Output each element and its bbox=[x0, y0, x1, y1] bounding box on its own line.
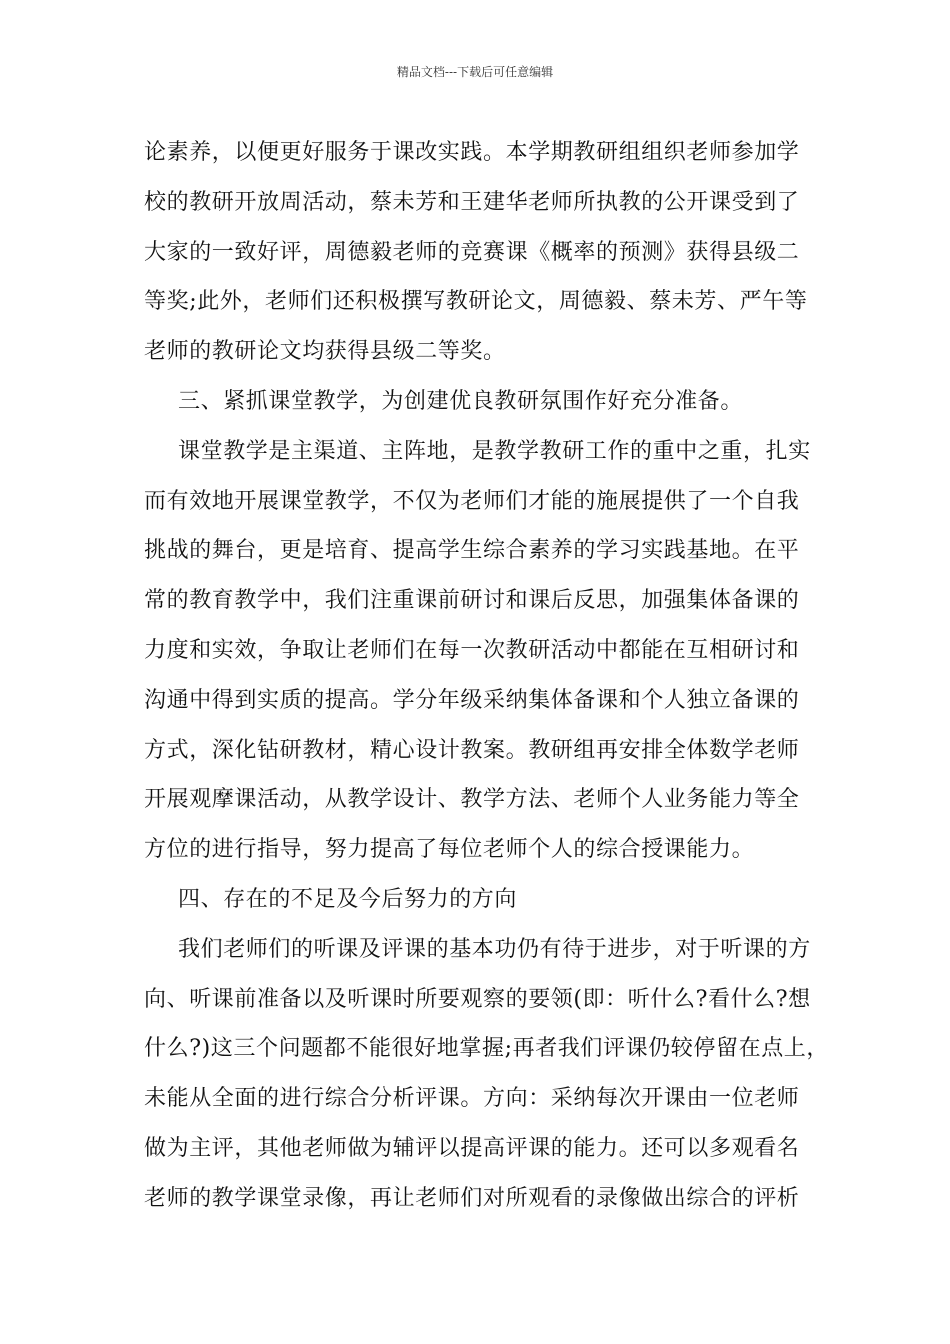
text-line: 等奖;此外，老师们还积极撰写教研论文，周德毅、蔡未芳、严午等 bbox=[144, 289, 808, 315]
text-line: 力度和实效，争取让老师们在每一次教研活动中都能在互相研讨和 bbox=[144, 637, 800, 663]
text-line: 未能从全面的进行综合分析评课。方向：采纳每次开课由一位老师 bbox=[144, 1086, 800, 1112]
text-line: 而有效地开展课堂教学，不仅为老师们才能的施展提供了一个自我 bbox=[144, 488, 800, 514]
text-line: 课堂教学是主渠道、主阵地，是教学教研工作的重中之重，扎实 bbox=[178, 438, 811, 464]
text-line: 开展观摩课活动，从教学设计、教学方法、老师个人业务能力等全 bbox=[144, 787, 800, 813]
text-line: 老师的教研论文均获得县级二等奖。 bbox=[144, 339, 506, 365]
text-line: 什么?)这三个问题都不能很好地掌握;再者我们评课仍较停留在点上， bbox=[144, 1036, 829, 1062]
text-line: 挑战的舞台，更是培育、提高学生综合素养的学习实践基地。在平 bbox=[144, 538, 800, 564]
text-line: 论素养，以便更好服务于课改实践。本学期教研组组织老师参加学 bbox=[144, 140, 800, 165]
text-line: 常的教育教学中，我们注重课前研讨和课后反思，加强集体备课的 bbox=[144, 588, 800, 614]
text-line: 我们老师们的听课及评课的基本功仍有待于进步，对于听课的方 bbox=[178, 936, 811, 962]
section-heading: 四、存在的不足及今后努力的方向 bbox=[178, 886, 518, 912]
text-line: 大家的一致好评，周德毅老师的竞赛课《概率的预测》获得县级二 bbox=[144, 239, 800, 265]
section-heading: 三、紧抓课堂教学，为创建优良教研氛围作好充分准备。 bbox=[178, 388, 744, 414]
text-line: 方位的进行指导，努力提高了每位老师个人的综合授课能力。 bbox=[144, 837, 755, 863]
text-line: 方式，深化钻研教材，精心设计教案。教研组再安排全体数学老师 bbox=[144, 737, 800, 763]
document-body bbox=[144, 128, 829, 1224]
text-line: 向、听课前准备以及听课时所要观察的要领(即：听什么?看什么?想 bbox=[144, 986, 811, 1012]
page-header: 精品文档---下载后可任意编辑 bbox=[396, 65, 554, 79]
text-line: 做为主评，其他老师做为辅评以提高评课的能力。还可以多观看名 bbox=[144, 1135, 800, 1161]
text-line: 老师的教学课堂录像，再让老师们对所观看的录像做出综合的评析 bbox=[144, 1185, 800, 1211]
text-line: 沟通中得到实质的提高。学分年级采纳集体备课和个人独立备课的 bbox=[144, 687, 800, 713]
text-line: 校的教研开放周活动，蔡未芳和王建华老师所执教的公开课受到了 bbox=[144, 189, 800, 215]
